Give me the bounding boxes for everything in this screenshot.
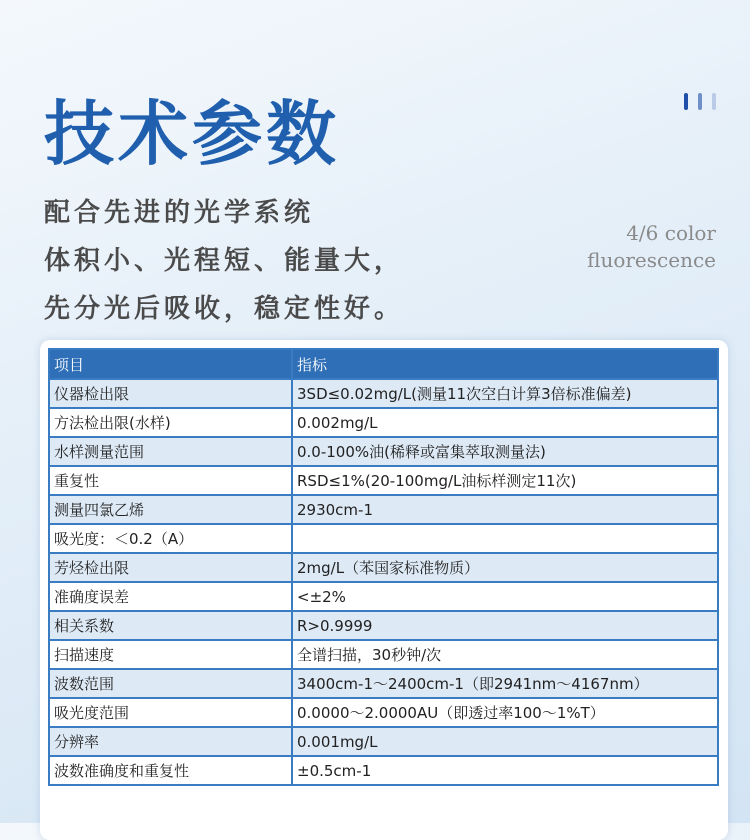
table-row (49, 669, 718, 698)
indicator-bar (684, 93, 688, 110)
table-row (49, 495, 718, 524)
row-item: 扫描速度 (49, 640, 292, 669)
indicator-bar (712, 93, 716, 110)
row-spec: R>0.9999 (292, 611, 718, 640)
table-row (49, 582, 718, 611)
row-item: 方法检出限(水样) (49, 408, 292, 437)
row-spec: 0.0000～2.0000AU（即透过率100～1%T） (292, 698, 718, 727)
row-spec: 0.001mg/L (292, 727, 718, 756)
table-row (49, 437, 718, 466)
row-item: 测量四氯乙烯 (49, 495, 292, 524)
row-spec (292, 524, 718, 553)
row-spec: 2930cm-1 (292, 495, 718, 524)
subtitle-line: 体积小、光程短、能量大， (44, 246, 405, 276)
subtitle-line: 先分光后吸收，稳定性好。 (44, 294, 405, 324)
caption-line: 4/6 color (626, 221, 716, 245)
table-row (49, 756, 718, 785)
row-item: 吸光度：＜0.2（A） (49, 524, 292, 553)
row-spec: <±2% (292, 582, 718, 611)
row-spec: 2mg/L（苯国家标准物质） (292, 553, 718, 582)
row-item: 分辨率 (49, 727, 292, 756)
table-row (49, 611, 718, 640)
table-row (49, 466, 718, 495)
table-header (49, 349, 718, 379)
row-item: 重复性 (49, 466, 292, 495)
row-item: 准确度误差 (49, 582, 292, 611)
row-spec: 3SD≤0.02mg/L(测量11次空白计算3倍标准偏差) (292, 379, 718, 408)
row-item: 相关系数 (49, 611, 292, 640)
subtitle-line: 配合先进的光学系统 (44, 198, 315, 228)
row-item: 水样测量范围 (49, 437, 292, 466)
row-item: 仪器检出限 (49, 379, 292, 408)
header-item: 项目 (49, 349, 292, 379)
row-spec: ±0.5cm-1 (292, 756, 718, 785)
table-row (49, 727, 718, 756)
row-spec: 0.0-100%油(稀释或富集萃取测量法) (292, 437, 718, 466)
page-indicator (684, 93, 716, 110)
row-item: 芳烃检出限 (49, 553, 292, 582)
row-item: 波数准确度和重复性 (49, 756, 292, 785)
header-spec: 指标 (292, 349, 718, 379)
spec-table (48, 348, 719, 786)
table-row (49, 408, 718, 437)
page-title: 技术参数 (44, 92, 340, 175)
table-row (49, 553, 718, 582)
row-item: 波数范围 (49, 669, 292, 698)
table-row (49, 524, 718, 553)
row-spec: 全谱扫描，30秒钟/次 (292, 640, 718, 669)
table-row (49, 640, 718, 669)
english-caption (587, 220, 716, 274)
table-row (49, 698, 718, 727)
row-spec: 0.002mg/L (292, 408, 718, 437)
row-item: 吸光度范围 (49, 698, 292, 727)
table-row (49, 379, 718, 408)
row-spec: 3400cm-1～2400cm-1（即2941nm～4167nm） (292, 669, 718, 698)
row-spec: RSD≤1%(20-100mg/L油标样测定11次) (292, 466, 718, 495)
caption-line: fluorescence (587, 248, 716, 272)
indicator-bar (698, 93, 702, 110)
